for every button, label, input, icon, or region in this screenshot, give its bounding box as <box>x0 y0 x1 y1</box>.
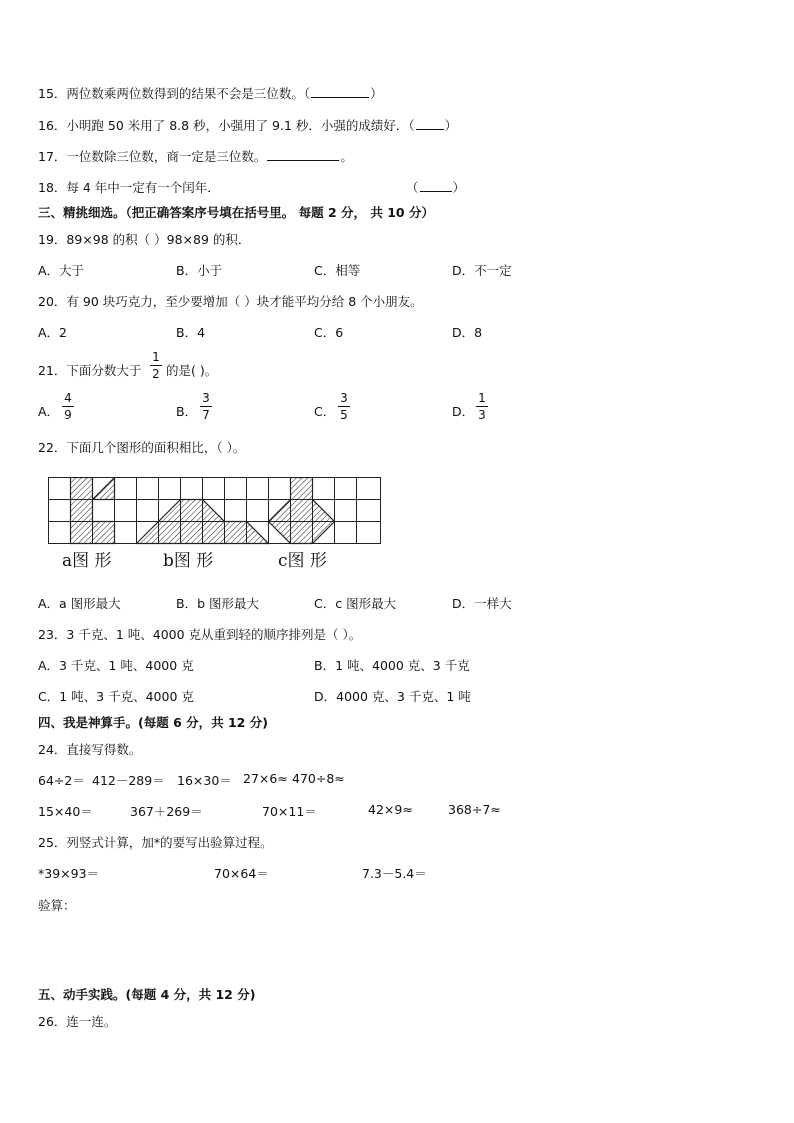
question-17 <box>38 147 353 165</box>
calc-item: 16×30＝ <box>177 773 232 788</box>
calc-item: 15×40＝ <box>38 804 93 819</box>
question-18-close: ） <box>452 180 466 195</box>
answer-blank-16[interactable] <box>416 128 444 130</box>
fraction-bar <box>200 406 212 407</box>
q23-option-d[interactable]: D．4000 克、3 千克、1 吨 <box>314 689 471 704</box>
q21-option-d-label[interactable]: D． <box>452 404 475 419</box>
question-23: 23．3 千克、1 吨、4000 克从重到轻的顺序排列是（ ）。 <box>38 627 362 642</box>
q20-option-c[interactable]: C．6 <box>314 325 344 340</box>
fraction-bar <box>62 406 74 407</box>
q20-option-d[interactable]: D．8 <box>452 325 483 340</box>
question-15-close: ） <box>370 86 383 101</box>
q20-option-b[interactable]: B．4 <box>176 325 206 340</box>
shape-c-outline <box>269 478 335 544</box>
question-18-answer <box>406 178 465 196</box>
vertical-calc-item: 7.3－5.4＝ <box>362 866 427 881</box>
fraction-numerator: 4 <box>64 391 72 405</box>
vertical-calc-item: *39×93＝ <box>38 866 100 881</box>
question-19: 19．89×98 的积（ ）98×89 的积． <box>38 232 251 247</box>
question-20: 20．有 90 块巧克力，至少要增加（ ）块才能平均分给 8 个小朋友。 <box>38 294 423 309</box>
q19-option-d[interactable]: D．不一定 <box>452 263 512 278</box>
fraction-denominator: 5 <box>340 408 348 422</box>
question-16-text: 16．小明跑 50 米用了 8.8 秒，小强用了 9.1 秒．小强的成绩好．（ <box>38 118 415 133</box>
fraction-numerator: 1 <box>152 350 160 364</box>
q21-option-c-label[interactable]: C． <box>314 404 336 419</box>
answer-blank-18[interactable] <box>420 190 452 192</box>
q19-option-b[interactable]: B．小于 <box>176 263 223 278</box>
section-4-title: 四、我是神算手。(每题 6 分，共 12 分) <box>38 715 268 730</box>
fraction-denominator: 9 <box>64 408 72 422</box>
calc-item: 27×6≈ <box>243 771 288 786</box>
question-21-prefix: 21．下面分数大于 <box>38 363 142 378</box>
answer-blank-15[interactable] <box>311 96 369 98</box>
fraction-numerator: 1 <box>478 391 486 405</box>
calc-item: 367＋269＝ <box>130 804 203 819</box>
check-label: 验算： <box>38 898 76 913</box>
answer-blank-17[interactable] <box>267 159 339 161</box>
fraction-denominator: 7 <box>202 408 210 422</box>
question-18-text: 18．每 4 年中一定有一个闰年． <box>38 180 220 195</box>
calc-item: 412－289＝ <box>92 773 165 788</box>
figure-label-a: a图 形 <box>62 551 112 571</box>
q23-option-c[interactable]: C．1 吨、3 千克、4000 克 <box>38 689 194 704</box>
q22-option-a[interactable]: A．a 图形最大 <box>38 596 121 611</box>
q23-option-b[interactable]: B．1 吨、4000 克、3 千克 <box>314 658 470 673</box>
fraction-denominator: 3 <box>478 408 486 422</box>
question-15-text: 15．两位数乘两位数得到的结果不会是三位数。（ <box>38 86 311 101</box>
figure-label-b: b图 形 <box>163 551 214 571</box>
area-comparison-grid-figure <box>48 477 384 545</box>
q23-option-a[interactable]: A．3 千克、1 吨、4000 克 <box>38 658 194 673</box>
shape-a <box>71 478 115 544</box>
section-3-title: 三、精挑细选。（把正确答案序号填在括号里。 每题 2 分， 共 10 分） <box>38 205 434 220</box>
question-22: 22．下面几个图形的面积相比，（ ）。 <box>38 440 246 455</box>
q21-fraction-one-half <box>150 350 162 381</box>
fraction-bar <box>476 406 488 407</box>
calc-item: 70×11＝ <box>262 804 317 819</box>
q22-option-d[interactable]: D．一样大 <box>452 596 512 611</box>
question-18-open: （ <box>406 180 419 195</box>
q21-option-a-fraction <box>62 391 74 422</box>
calc-item: 64÷2＝ <box>38 773 85 788</box>
question-18 <box>38 178 220 196</box>
calc-item: 42×9≈ <box>368 802 413 817</box>
question-17-text: 17．一位数除三位数，商一定是三位数。 <box>38 149 267 164</box>
fraction-bar <box>150 365 162 366</box>
figure-label-c: c图 形 <box>278 551 327 571</box>
fraction-numerator: 3 <box>202 391 210 405</box>
q21-option-c-fraction <box>338 391 350 422</box>
fraction-numerator: 3 <box>340 391 348 405</box>
q21-option-b-label[interactable]: B． <box>176 404 198 419</box>
calc-item: 368÷7≈ <box>448 802 501 817</box>
q20-option-a[interactable]: A．2 <box>38 325 68 340</box>
fraction-bar <box>338 406 350 407</box>
question-21-suffix: 的是( )。 <box>166 363 218 378</box>
question-16 <box>38 116 457 134</box>
question-25: 25．列竖式计算，加*的要写出验算过程。 <box>38 835 273 850</box>
question-15 <box>38 84 383 102</box>
question-16-close: ） <box>444 118 458 133</box>
q19-option-a[interactable]: A．大于 <box>38 263 85 278</box>
section-5-title: 五、动手实践。(每题 4 分，共 12 分) <box>38 987 256 1002</box>
question-17-close: 。 <box>340 149 353 164</box>
q19-option-c[interactable]: C．相等 <box>314 263 361 278</box>
q21-option-b-fraction <box>200 391 212 422</box>
q21-option-a-label[interactable]: A． <box>38 404 60 419</box>
calc-item: 470÷8≈ <box>292 771 345 786</box>
q21-option-d-fraction <box>476 391 488 422</box>
question-26: 26．连一连。 <box>38 1014 117 1029</box>
q22-option-c[interactable]: C．c 图形最大 <box>314 596 397 611</box>
fraction-denominator: 2 <box>152 367 160 381</box>
q22-option-b[interactable]: B．b 图形最大 <box>176 596 259 611</box>
vertical-calc-item: 70×64＝ <box>214 866 269 881</box>
question-24: 24．直接写得数。 <box>38 742 142 757</box>
